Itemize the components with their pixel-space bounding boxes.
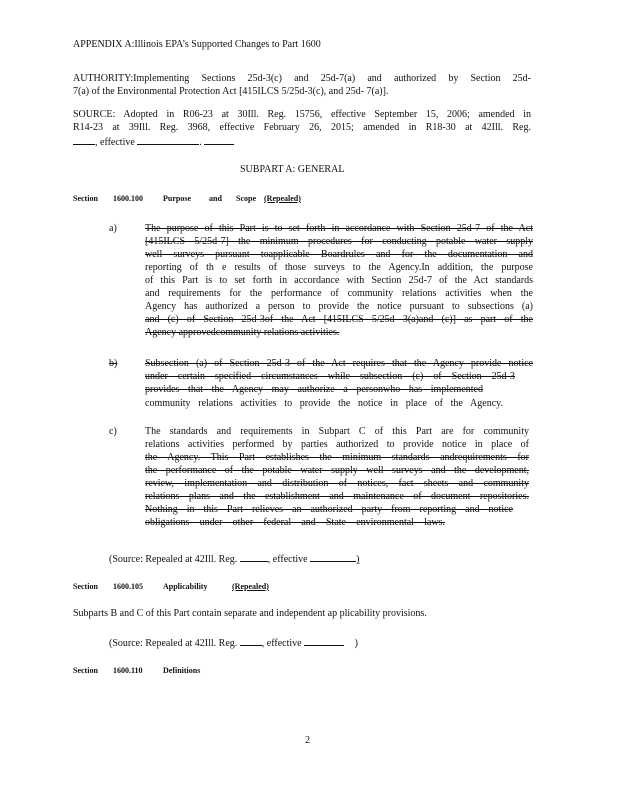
section-100-title-purpose: Purpose [163, 194, 191, 203]
source-note-1-prefix: (Source: Repealed at 42Ill. Reg. [109, 554, 238, 565]
para-c-line: The standards and requirements in Subpart C of this Part are for community [145, 426, 529, 437]
section-110-title: Definitions [163, 666, 201, 675]
section-100-number: 1600.100 [113, 194, 143, 203]
source-line-2: R14-23 at 39Ill. Reg. 3968, effective February 26, 2015; amended in R18-30 at 42Ill. Reg. [73, 122, 531, 133]
para-a-line: The purpose of this Part is to set forth in accordance with Section 25d-7 of the Act [145, 223, 533, 234]
para-a-line: Agency approvedcommunity relations activities. [145, 327, 340, 338]
section-100-repealed: (Repealed) [264, 194, 301, 203]
para-c-line: Nothing in this Part relieves an authorized party from reporting and notice [145, 504, 513, 515]
effective-date-blank [137, 135, 199, 145]
para-a-line: and requirements for the performance of community relations activities when the [145, 288, 533, 299]
source-note-1 [109, 552, 359, 566]
para-a-line: of this Part is to set forth in accordance with Section 25d-7 of the Act standards [145, 275, 533, 286]
para-a-line: and (c) of Section 25d-3of the Act [415ILCS 5/25d 3(a)and (c)] as part of the [145, 314, 533, 325]
section-105-repealed: (Repealed) [232, 582, 269, 591]
section-100-label: Section [73, 194, 98, 203]
section-105-number: 1600.105 [113, 582, 143, 591]
para-a-line: Agency has authorized a person to provide the notice pursuant to subsections (a) [145, 301, 533, 312]
para-c-marker: c) [109, 426, 117, 437]
source-note-2 [109, 636, 358, 650]
source-line-3 [73, 135, 234, 149]
source-note-2-prefix: (Source: Repealed at 42Ill. Reg. [109, 638, 238, 649]
section-100-title-and: and [209, 194, 222, 203]
source-line-1: SOURCE: Adopted in R06-23 at 30Ill. Reg. 15756, effective September 15, 2006; amended in [73, 109, 531, 120]
page-number: 2 [305, 735, 310, 746]
source-note-2-close: ) [354, 638, 358, 649]
para-a-line: [415ILCS 5/25d-7] the minimum procedures for conducting potable water supply [145, 236, 533, 247]
section-100-title-scope: Scope [236, 194, 256, 203]
para-c-line: the Agency. This Part establishes the minimum standards andrequirements for [145, 452, 529, 463]
source-note-1-date-blank [310, 552, 356, 562]
para-b-line: Subsection (a) of Section 25d-3 of the Act requires that the Agency provide notice [145, 358, 533, 369]
source-note-1-reg-blank [240, 552, 268, 562]
para-c-line: the performance of the potable water supply well surveys and the development, [145, 465, 529, 476]
authority-line-1: AUTHORITY:Implementing Sections 25d-3(c) and 25d-7(a) and authorized by Section 25d- [73, 73, 531, 84]
source-period: . [199, 137, 202, 148]
section-105-title: Applicability [163, 582, 208, 591]
subparts-applicability-text: Subparts B and C of this Part contain separate and independent ap plicability provisions. [73, 608, 427, 619]
para-c-line: relations activities performed by parties authorized to provide notice in place of [145, 439, 529, 450]
para-b-line: provides that the Agency may authorize a personwho has implemented [145, 384, 483, 395]
subpart-heading: SUBPART A: GENERAL [240, 164, 345, 175]
source-note-2-effective: , effective [261, 638, 302, 649]
appendix-title: APPENDIX A:Illinois EPA’s Supported Changes to Part 1600 [73, 39, 321, 50]
para-b-marker: b) [109, 358, 118, 369]
trailing-blank [204, 135, 234, 145]
para-c-line: review, implementation and distribution of notices, fact sheets and community [145, 478, 529, 489]
para-a-line: well surveys pursuant toapplicable Boardrules and for the documentation and [145, 249, 533, 260]
section-105-label: Section [73, 582, 98, 591]
para-b-line: community relations activities to provide the notice in place of the Agency. [145, 398, 503, 409]
source-note-1-effective: , effective [267, 554, 308, 565]
source-note-2-date-blank [304, 636, 344, 646]
para-a-marker: a) [109, 223, 117, 234]
para-b-line: under certain specified circumstances while subsection (c) of Section 25d-3 [145, 371, 515, 382]
para-a-line: reporting of th e results of those surveys to the Agency.In addition, the purpose [145, 262, 533, 273]
authority-line-2: 7(a) of the Environmental Protection Act [415ILCS 5/25d-3(c), and 25d- 7(a)]. [73, 86, 389, 97]
section-110-number: 1600.110 [113, 666, 143, 675]
section-110-label: Section [73, 666, 98, 675]
effective-label: , effective [95, 137, 135, 148]
para-c-line: relations plans and the establishment and maintenance of document repositories. [145, 491, 529, 502]
para-c-line: obligations under other federal and State environmental laws. [145, 517, 445, 528]
reg-page-blank [73, 135, 95, 145]
source-note-1-close: ) [356, 554, 360, 565]
source-note-2-reg-blank [240, 636, 262, 646]
